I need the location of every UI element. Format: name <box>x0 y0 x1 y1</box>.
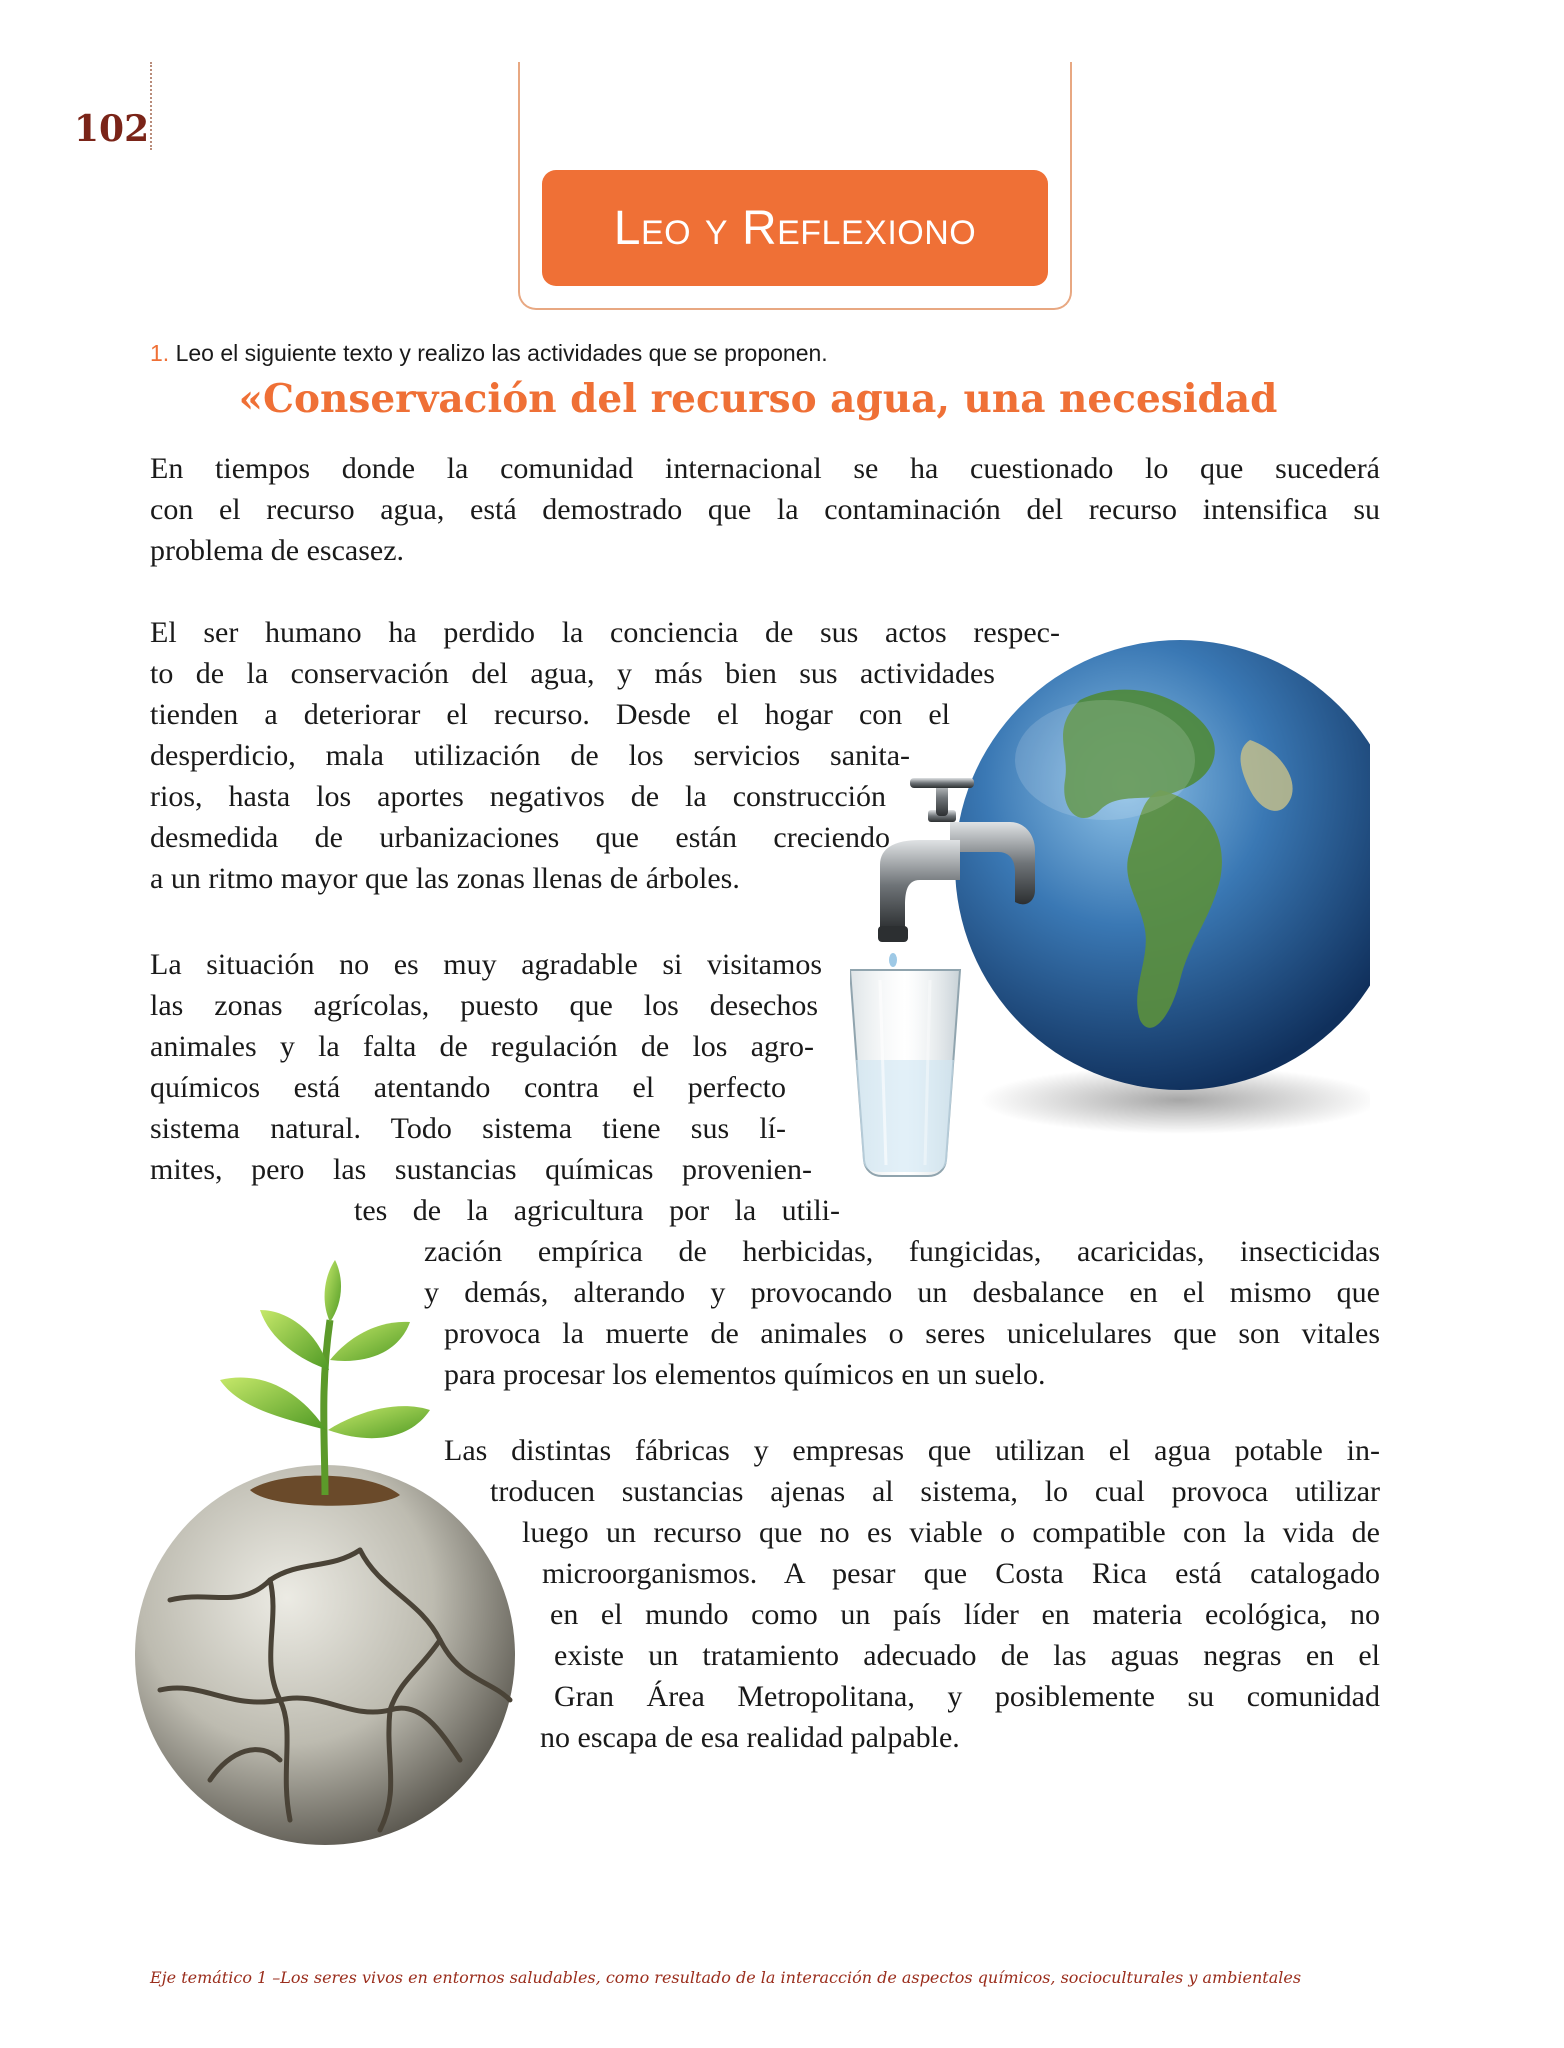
paragraph-line: y demás, alterando y provocando un desbalance en el mismo que <box>424 1276 1380 1309</box>
paragraph-line: Las distintas fábricas y empresas que utilizan el agua potable in- <box>444 1434 1380 1467</box>
article-title: «Conservación del recurso agua, una necesidad <box>238 376 1278 422</box>
paragraph-line: troducen sustancias ajenas al sistema, lo cual provoca utilizar <box>490 1475 1380 1508</box>
section-title: Leo y Reflexiono <box>613 201 977 255</box>
paragraph-line: La situación no es muy agradable si visitamos <box>150 948 822 981</box>
paragraph-line: existe un tratamiento adecuado de las aguas negras en el <box>554 1639 1380 1672</box>
paragraph-line: provoca la muerte de animales o seres unicelulares que son vitales <box>444 1317 1380 1350</box>
page-number: 102 <box>74 108 150 150</box>
paragraph-line: en el mundo como un país líder en materia ecológica, no <box>550 1598 1380 1631</box>
paragraph-line: El ser humano ha perdido la conciencia de sus actos respec- <box>150 616 1060 649</box>
paragraph-line: con el recurso agua, está demostrado que la contaminación del recurso intensifica su <box>150 493 1380 526</box>
paragraph-line: En tiempos donde la comunidad internacional se ha cuestionado lo que sucederá <box>150 452 1380 485</box>
section-banner <box>542 170 1048 286</box>
paragraph-line: zación empírica de herbicidas, fungicidas, acaricidas, insecticidas <box>424 1235 1380 1268</box>
paragraph-line: tes de la agricultura por la utili- <box>354 1194 840 1227</box>
paragraph-line: mites, pero las sustancias químicas provenien- <box>150 1153 812 1186</box>
paragraph-line: to de la conservación del agua, y más bien sus actividades <box>150 657 995 690</box>
paragraph-line: sistema natural. Todo sistema tiene sus lí- <box>150 1112 786 1145</box>
paragraph-line: problema de escasez. <box>150 534 405 567</box>
earth-faucet-illustration <box>850 640 1370 1200</box>
instruction-text: Leo el siguiente texto y realizo las actividades que se proponen. <box>175 340 828 366</box>
paragraph-line: a un ritmo mayor que las zonas llenas de árboles. <box>150 862 740 895</box>
instruction-number: 1. <box>150 340 170 366</box>
page-footer: Eje temático 1 –Los seres vivos en entornos saludables, como resultado de la interacción de aspectos químicos, socioculturales y ambientales <box>150 1968 1302 1987</box>
paragraph-line: animales y la falta de regulación de los agro- <box>150 1030 814 1063</box>
paragraph-line: tienden a deteriorar el recurso. Desde el hogar con el <box>150 698 950 731</box>
paragraph-line: no escapa de esa realidad palpable. <box>540 1721 960 1754</box>
page-number-divider <box>150 62 152 150</box>
paragraph-line: desperdicio, mala utilización de los servicios sanita- <box>150 739 910 772</box>
paragraph-line: las zonas agrícolas, puesto que los desechos <box>150 989 818 1022</box>
paragraph-line: químicos está atentando contra el perfecto <box>150 1071 786 1104</box>
paragraph-line: rios, hasta los aportes negativos de la construcción <box>150 780 886 813</box>
paragraph-line: luego un recurso que no es viable o compatible con la vida de <box>522 1516 1380 1549</box>
paragraph-line: microorganismos. A pesar que Costa Rica está catalogado <box>542 1557 1380 1590</box>
paragraph-line: Gran Área Metropolitana, y posiblemente su comunidad <box>554 1680 1380 1713</box>
activity-instruction <box>150 340 828 367</box>
paragraph-1 <box>150 448 1380 571</box>
cracked-earth-seedling-illustration <box>130 1260 530 1850</box>
paragraph-line: para procesar los elementos químicos en un suelo. <box>444 1358 1046 1391</box>
paragraph-line: desmedida de urbanizaciones que están creciendo <box>150 821 890 854</box>
